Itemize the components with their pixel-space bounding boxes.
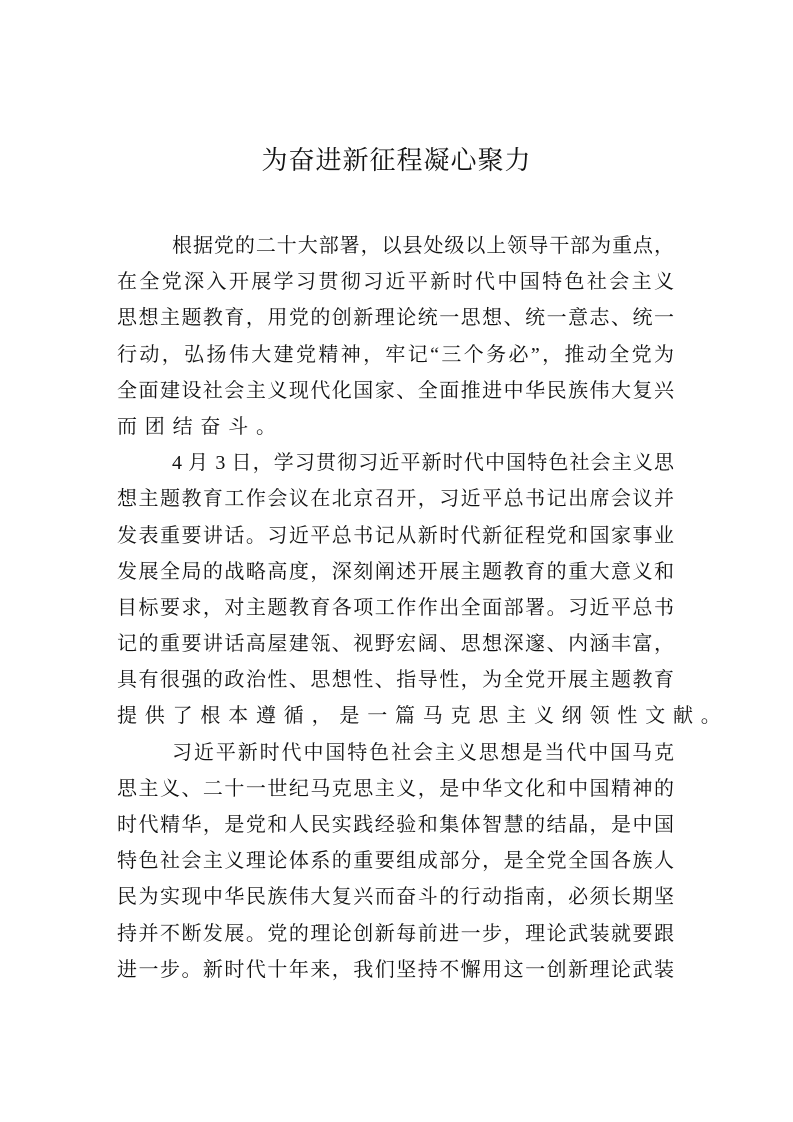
paragraph-2-line: 发表重要讲话。习近平总书记从新时代新征程党和国家事业 (117, 524, 674, 547)
paragraph-3-line: 进一步。新时代十年来，我们坚持不懈用这一创新理论武装 (117, 958, 674, 981)
document-title: 为奋进新征程凝心聚力 (261, 146, 532, 175)
paragraph-1-line: 根据党的二十大部署，以县处级以上领导干部为重点， (172, 235, 674, 257)
document-body (117, 228, 729, 988)
paragraph-3-line: 习近平新时代中国特色社会主义思想是当代中国马克 (172, 741, 674, 764)
paragraph-3-line: 思主义、二十一世纪马克思主义，是中华文化和中国精神的 (117, 777, 674, 800)
paragraph-3-line: 民为实现中华民族伟大复兴而奋斗的行动指南，必须长期坚 (117, 886, 674, 909)
paragraph-1-line: 行动，弘扬伟大建党精神，牢记“三个务必”，推动全党为 (117, 343, 674, 366)
paragraph-2-line: 想主题教育工作会议在北京召开，习近平总书记出席会议并 (117, 488, 674, 511)
paragraph-1-line: 而团结奋斗。 (117, 415, 284, 438)
paragraph-3-line: 时代精华，是党和人民实践经验和集体智慧的结晶，是中国 (117, 814, 674, 836)
paragraph-2-line: 提供了根本遵循，是一篇马克思主义纲领性文献。 (117, 705, 729, 728)
paragraph-3-line: 持并不断发展。党的理论创新每前进一步，理论武装就要跟 (117, 922, 674, 945)
paragraph-1-line: 全面建设社会主义现代化国家、全面推进中华民族伟大复兴 (117, 379, 674, 402)
paragraph-2-line: 发展全局的战略高度，深刻阐述开展主题教育的重大意义和 (117, 560, 674, 583)
paragraph-2-line: 具有很强的政治性、思想性、指导性，为全党开展主题教育 (117, 669, 674, 692)
paragraph-2-line: 4 月 3 日，学习贯彻习近平新时代中国特色社会主义思 (172, 452, 674, 475)
paragraph-2-line: 记的重要讲话高屋建瓴、视野宏阔、思想深邃、内涵丰富， (117, 633, 674, 656)
paragraph-1-line: 思想主题教育，用党的创新理论统一思想、统一意志、统一 (117, 307, 674, 330)
paragraph-1-line: 在全党深入开展学习贯彻习近平新时代中国特色社会主义 (117, 271, 674, 294)
paragraph-2-line: 目标要求，对主题教育各项工作作出全面部署。习近平总书 (117, 596, 674, 619)
paragraph-3-line: 特色社会主义理论体系的重要组成部分，是全党全国各族人 (117, 850, 674, 873)
